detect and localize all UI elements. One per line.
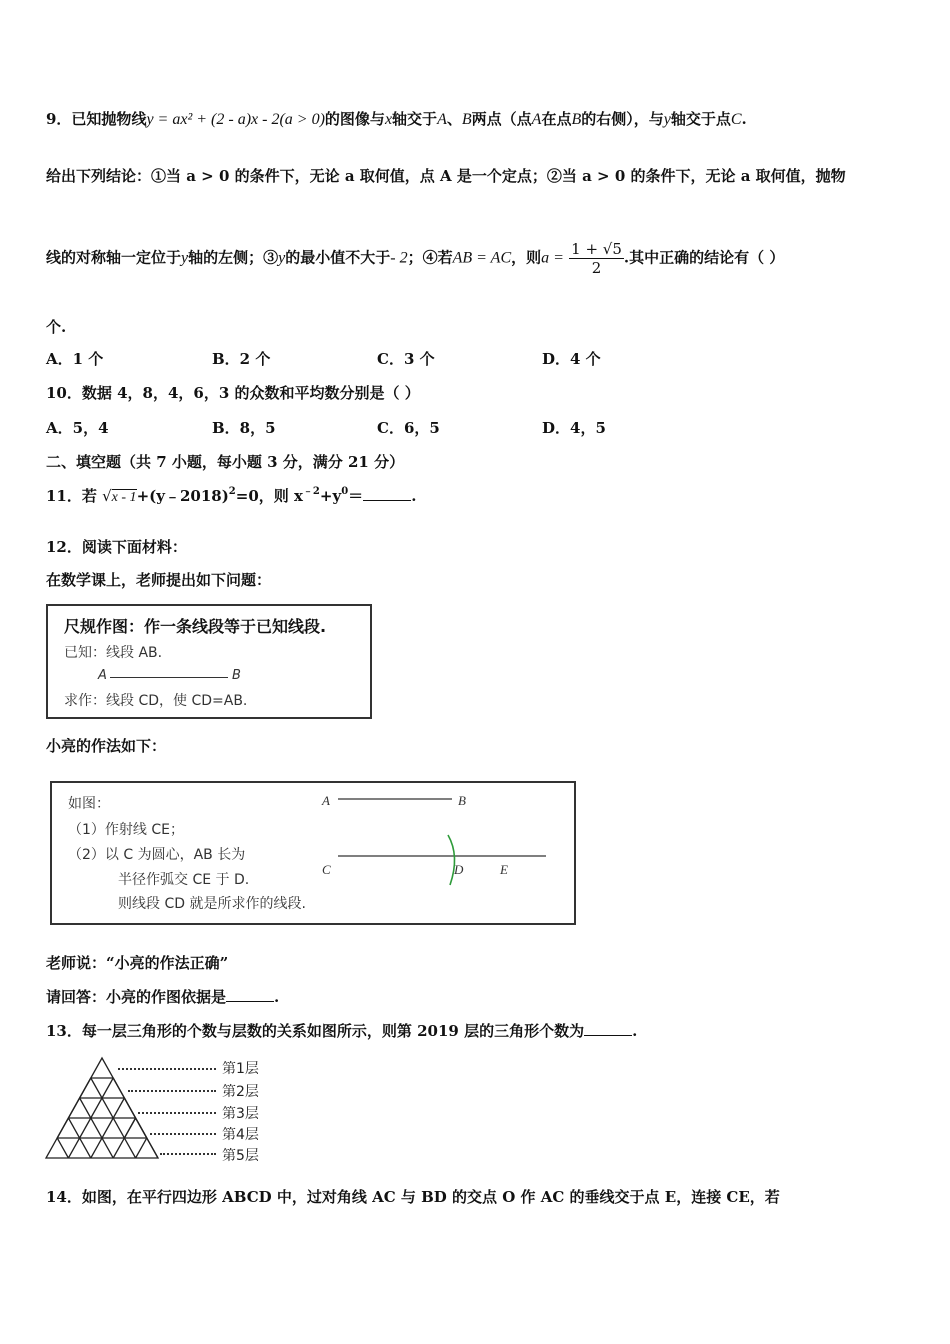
q13-stem-line [46, 1020, 637, 1041]
q13-layer-3: 第3层 [222, 1106, 259, 1122]
q9-abac: AB = AC [452, 249, 512, 267]
q11-dot: . [411, 487, 417, 505]
q12-box1-b: B [232, 668, 241, 683]
q9-point-a-2: A [531, 111, 542, 128]
q12-teacher: 老师说：“小亮的作法正确” [46, 954, 229, 972]
q13-layer-4: 第4层 [222, 1127, 259, 1143]
q9-option-a[interactable]: A．1 个 [46, 350, 104, 368]
q11-exp1: ﹣2 [302, 486, 320, 497]
q9-middle: 的图像与 [324, 110, 385, 128]
q13-diag-l5 [91, 1138, 102, 1158]
q12-intro: 在数学课上，老师提出如下问题： [46, 571, 272, 589]
q13-dots-4 [150, 1133, 216, 1135]
q9-frac-num: 1 + √5 [571, 240, 622, 258]
q12-box1-given: 已知：线段 AB. [64, 645, 163, 661]
q11-mid: +(y﹣2018) [136, 487, 229, 505]
q11-eq: =0，则 x [235, 487, 303, 505]
q12-answer-blank[interactable] [226, 987, 274, 1002]
q9-line3c: 的最小值不大于 [285, 248, 391, 267]
q9-point-c: C [730, 111, 742, 128]
q11-prefix: 11．若 [46, 487, 97, 505]
q11-line [46, 485, 416, 506]
q12-method-title: 小亮的作法如下： [46, 737, 167, 755]
q11-exp2: 0 [341, 486, 349, 497]
q13-dots-2 [128, 1090, 216, 1092]
q13-dots-1 [118, 1068, 216, 1070]
q10-option-b[interactable]: B．8，5 [212, 419, 276, 437]
q9-line3a: 线的对称轴一定位于 [46, 248, 182, 267]
q11-square: 2 [228, 486, 236, 497]
q13-outer-triangle [46, 1058, 158, 1158]
q13-dots-3 [138, 1112, 216, 1114]
q9-fraction [569, 240, 624, 277]
q12-box2-l1: 如图： [68, 796, 110, 812]
q12-box1-title: 尺规作图：作一条线段等于已知线段. [64, 617, 327, 636]
q12-fig-d: D [454, 862, 464, 877]
q13-stem: 13．每一层三角形的个数与层数的关系如图所示，则第 2019 层的三角形个数为 [46, 1022, 585, 1040]
q9-line2: 给出下列结论：①当 a > 0 的条件下，无论 a 取何值，点 A 是一个定点；②当 a > 0 的条件下，无论 a 取何值，抛物 [46, 167, 846, 185]
q9-equation: y = ax² + (2 - a)x - 2(a > 0) [146, 111, 325, 128]
q9-a-eq: a = [541, 249, 564, 267]
q9-line1 [46, 108, 747, 129]
q12-answer-end: . [274, 988, 280, 1006]
q10-option-a[interactable]: A．5，4 [46, 419, 109, 437]
q12-stem: 12．阅读下面材料： [46, 538, 187, 556]
q9-y2: y [278, 249, 286, 267]
q11-end: ＝ [348, 487, 364, 505]
q13-dots-5 [160, 1153, 216, 1155]
q9-option-b[interactable]: B．2 个 [212, 350, 271, 368]
q9-cross: 轴交于 [392, 110, 438, 128]
section-2-heading: 二、填空题（共 7 小题，每小题 3 分，满分 21 分） [46, 453, 405, 471]
q12-box2-l4: 半径作弧交 CE 于 D. [118, 872, 250, 888]
q11-answer-blank[interactable] [363, 486, 411, 501]
q9-point-a: A [437, 111, 447, 128]
q13-diag-l7 [68, 1138, 79, 1158]
q11-sqrt: √x - 1 [102, 487, 137, 505]
q9-sep: 、 [446, 110, 462, 128]
q13-layer-2: 第2层 [222, 1084, 259, 1100]
q9-cross-y: 轴交于点 [670, 110, 731, 128]
q9-line4: 个. [46, 318, 67, 336]
q9-axis-y: y [663, 111, 671, 128]
q12-box1-find: 求作：线段 CD，使 CD=AB. [64, 693, 248, 709]
q12-fig-arc [448, 835, 455, 885]
q10-option-c[interactable]: C．6，5 [377, 419, 440, 437]
q13-diag-r4 [57, 1138, 68, 1158]
q12-box2-l3: （2）以 C 为圆心，AB 长为 [68, 847, 246, 863]
q9-y1: y [181, 249, 189, 267]
q13-diag-l4 [136, 1138, 147, 1158]
q13-answer-blank[interactable] [584, 1021, 632, 1036]
q14-stem: 14．如图，在平行四边形 ABCD 中，过对角线 AC 与 BD 的交点 O 作 AC 的垂线交于点 E，连接 CE，若 [46, 1188, 780, 1206]
q12-fig-a: A [322, 793, 330, 808]
q9-line3e: ，则 [511, 248, 542, 267]
q10-stem: 10．数据 4，8，4，6，3 的众数和平均数分别是（ ） [46, 384, 420, 402]
q12-answer-line [46, 986, 279, 1007]
q12-box1-a: A [98, 668, 107, 683]
q12-fig-e: E [500, 862, 508, 877]
q9-line3b: 轴的左侧；③ [188, 248, 279, 267]
q9-line3f: .其中正确的结论有（ ） [623, 248, 785, 267]
q9-two-points: 两点（点 [471, 110, 532, 128]
q9-right: 的右侧），与 [581, 110, 664, 128]
q9-end: . [741, 110, 747, 128]
q13-layer-5: 第5层 [222, 1148, 259, 1164]
q12-fig-b: B [458, 793, 466, 808]
q9-point-b-2: B [571, 111, 582, 128]
q12-answer-text: 请回答：小亮的作图依据是 [46, 988, 227, 1006]
q9-at: 在点 [541, 110, 572, 128]
q9-line3 [46, 240, 784, 277]
q9-option-d[interactable]: D．4 个 [542, 350, 601, 368]
q12-box1-segment [110, 677, 228, 678]
q12-construction-figure [312, 783, 572, 921]
q9-frac-den: 2 [591, 259, 602, 277]
q9-option-c[interactable]: C．3 个 [377, 350, 435, 368]
q11-plus: +y [319, 487, 342, 505]
q13-layer-1: 第1层 [222, 1061, 259, 1077]
q13-stem-end: . [632, 1022, 638, 1040]
q9-axis-x: x [384, 111, 393, 128]
q12-problem-box [46, 604, 372, 719]
q12-fig-c: C [322, 862, 331, 877]
q9-line3d: ；④若 [407, 248, 453, 267]
q12-method-box [50, 781, 576, 925]
q9-neg2: - 2 [390, 249, 408, 267]
q13-triangle-figure [44, 1056, 164, 1162]
q12-box2-l2: （1）作射线 CE； [68, 822, 184, 838]
q11-sqrt-arg: x - 1 [111, 490, 137, 505]
q12-box2-l5: 则线段 CD 就是所求作的线段. [118, 896, 306, 912]
q9-point-b: B [461, 111, 472, 128]
q10-option-d[interactable]: D．4，5 [542, 419, 606, 437]
q9-prefix: 9．已知抛物线 [46, 110, 147, 128]
